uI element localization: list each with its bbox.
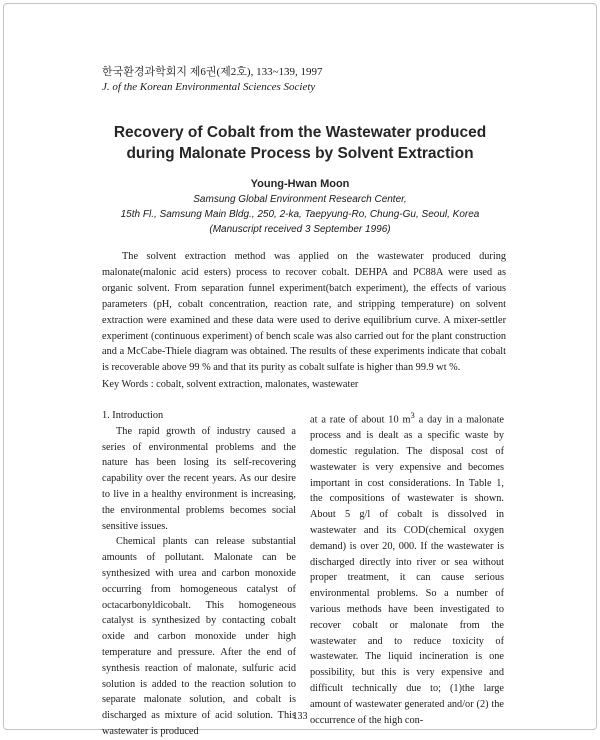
text-run: a day in a malonate process and is dealt as a specific waste by domestic regulation. The disposal cost of wastewater is very expensive and becomes important in cost considerations. In Table 1, the compositions of wastewater is shown. About 5 g/l of cobalt is dissolved in wastewater and its COD(chemical oxygen demand) is over 20, 000. If the wastewater is discharged directly into river or sea without proper treatment, it can cause serious environmental problems. So a number of various methods have been investigated to recover cobalt or malonate from the wastewater and to reduce toxicity of wastewater. The liquid incineration is one possibility, but this is very expensive and difficult technically due to; (1)the large amount of wastewater generated and/or (2) the occurrence of the high con-: [310, 414, 504, 726]
abstract: The solvent extraction method was applied on the wastewater produced during malonate(malonic acid esters) process to recover cobalt. DEHPA and PC88A were used as organic solvent. From separation funnel experiment(batch experiment), the effects of various parameters (pH, cobalt concentration, reaction rate, and stripping temperature) on solvent extraction were examined and these data were used to derive equilibrium curve. A mixer-settler experiment (continuous experiment) of bench scale was also carried out for the plant construction and a McCabe-Thiele diagram was obtained. The results of these experiments indicate that cobalt is recoverable above 99 % and that its purity as cobalt sulfate is higher than 99.9 wt %.: [102, 251, 506, 374]
superscript: 3: [410, 410, 415, 420]
paragraph-continued: [310, 408, 504, 728]
journal-info: [102, 65, 323, 95]
body-column-left: [102, 408, 296, 740]
affiliation-line-1: Samsung Global Environment Research Center,: [193, 194, 407, 205]
paper-title: [30, 122, 570, 164]
page-number: 133: [292, 711, 308, 722]
paragraph: Chemical plants can release substantial amounts of pollutant. Malonate can be synthesized with urea and carbon monoxide occurring from homogeneous catalyst of octacarbonyldicobalt. This homogeneous catalyst is synthesized by contacting cobalt oxide and carbon monoxide under high temperature and pressure. After the end of synthesis reaction of malonate, sulfuric acid solution is added to the reaction solution to separate malonate solution, and cobalt is discharged as mixture of acid solution. This wastewater is produced: [102, 536, 296, 737]
title-line-2: during Malonate Process by Solvent Extraction: [126, 145, 474, 162]
body-column-right: [310, 408, 504, 728]
keywords: Key Words : cobalt, solvent extraction, malonates, wastewater: [102, 379, 359, 390]
text-run: at a rate of about 10 m: [310, 414, 411, 426]
author-name: Young-Hwan Moon: [250, 178, 350, 190]
section-heading-introduction: 1. Introduction: [102, 410, 164, 421]
journal-name-english: J. of the Korean Environmental Sciences Society: [102, 81, 316, 93]
manuscript-received: (Manuscript received 3 September 1996): [209, 224, 391, 235]
author-block: [30, 176, 570, 237]
paragraph: The rapid growth of industry caused a series of environmental problems and the nature has been losing its self-recovering capability over the recent years. As our desire to live in a healthy environment is increasing, the environmental problems becomes social sensitive issues.: [102, 425, 296, 532]
journal-citation-korean: 한국환경과학회지 제6권(제2호), 133~139, 1997: [102, 66, 323, 78]
affiliation-line-2: 15th Fl., Samsung Main Bldg., 250, 2-ka, Taepyung-Ro, Chung-Gu, Seoul, Korea: [120, 209, 480, 220]
title-line-1: Recovery of Cobalt from the Wastewater produced: [113, 124, 487, 141]
